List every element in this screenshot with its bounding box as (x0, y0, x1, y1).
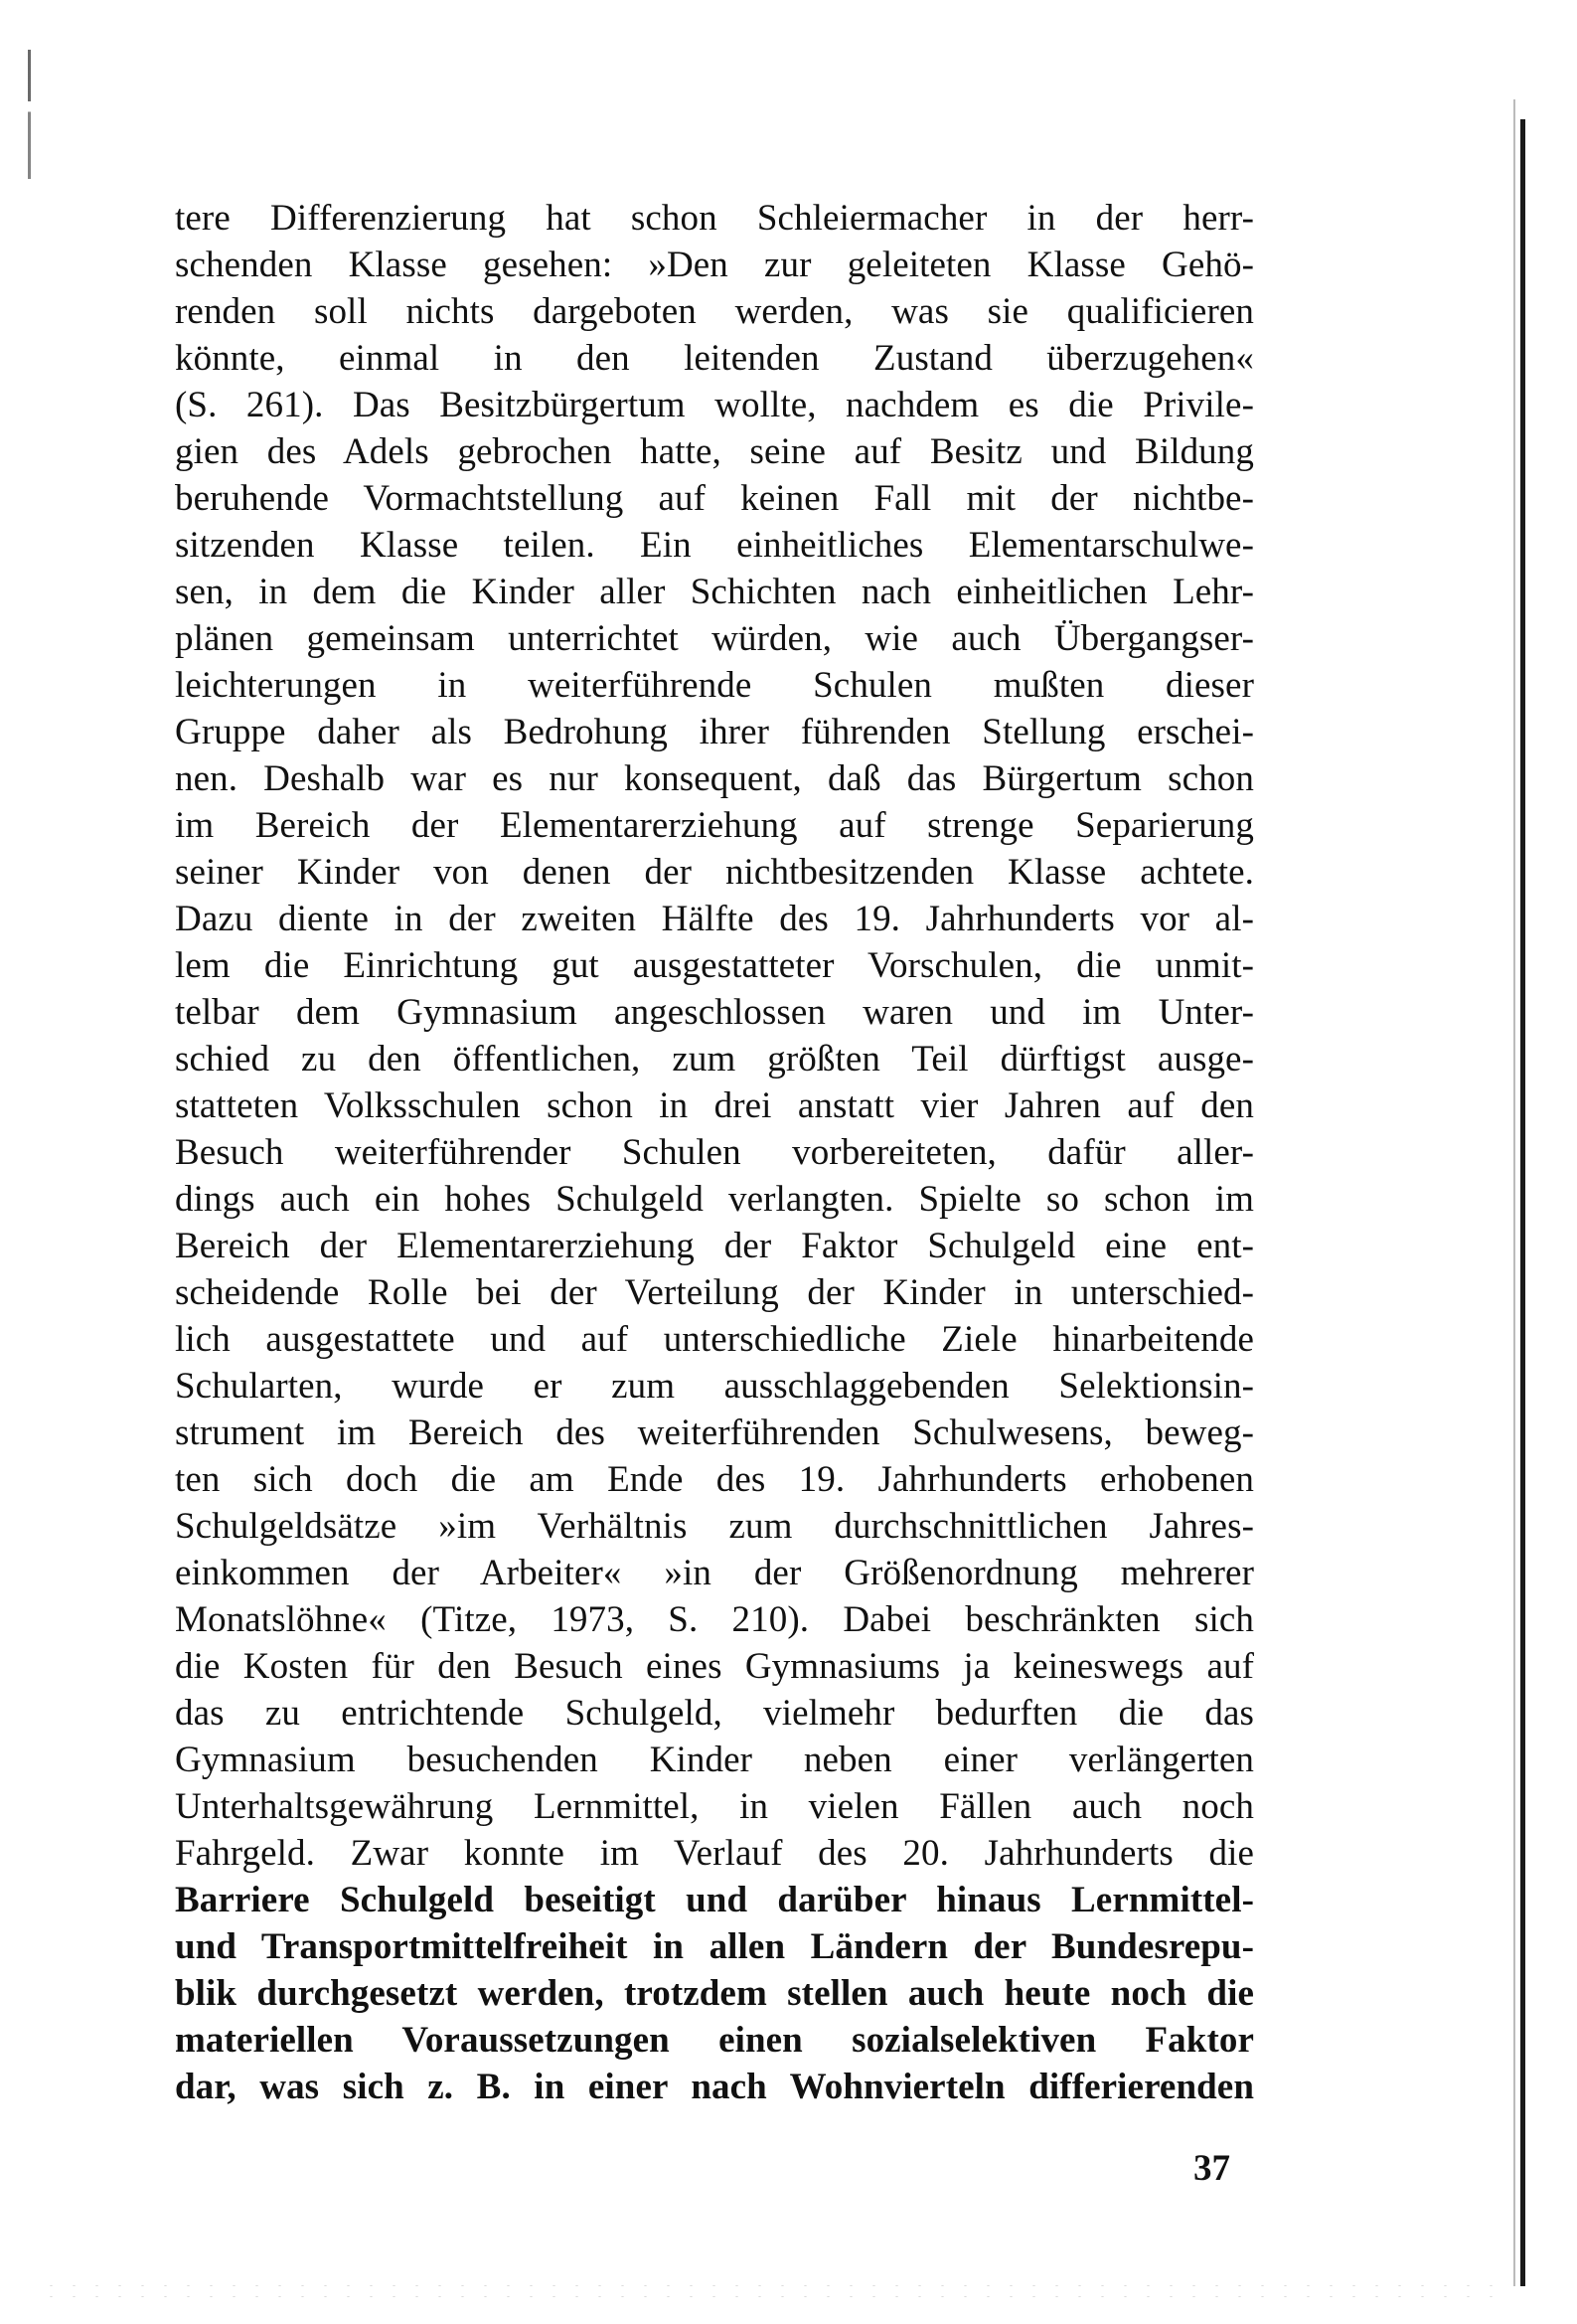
text-line: gien des Adels gebrochen hatte, seine auf Besitz und Bildung (175, 431, 1254, 472)
text-line: schenden Klasse gesehen: »Den zur geleiteten Klasse Gehö- (175, 245, 1254, 285)
text-line: könnte, einmal in den leitenden Zustand überzugehen« (175, 338, 1254, 379)
page-number: 37 (1193, 2148, 1230, 2189)
text-line: dar, was sich z. B. in einer nach Wohnvierteln differierenden (175, 2067, 1254, 2107)
text-line: das zu entrichtende Schulgeld, vielmehr bedurften die das (175, 1693, 1254, 1734)
scan-artifact-left (28, 50, 31, 179)
text-line: materiellen Voraussetzungen einen sozialselektiven Faktor (175, 2020, 1254, 2061)
text-line: einkommen der Arbeiter« »in der Größenordnung mehrerer (175, 1553, 1254, 1593)
text-line: lem die Einrichtung gut ausgestatteter Vorschulen, die unmit- (175, 945, 1254, 986)
text-line: strument im Bereich des weiterführenden Schulwesens, beweg- (175, 1412, 1254, 1453)
text-line: tere Differenzierung hat schon Schleiermacher in der herr- (175, 198, 1254, 239)
text-line: Unterhaltsgewährung Lernmittel, in vielen Fällen auch noch (175, 1786, 1254, 1827)
text-line: plänen gemeinsam unterrichtet würden, wie auch Übergangser- (175, 618, 1254, 659)
text-line: beruhende Vormachtstellung auf keinen Fall mit der nichtbe- (175, 478, 1254, 519)
scan-artifact-right-edge (1520, 119, 1525, 2286)
text-line: telbar dem Gymnasium angeschlossen waren und im Unter- (175, 992, 1254, 1033)
text-line: Gymnasium besuchenden Kinder neben einer verlängerten (175, 1740, 1254, 1780)
text-line: die Kosten für den Besuch eines Gymnasiums ja keineswegs auf (175, 1646, 1254, 1687)
text-line: sitzenden Klasse teilen. Ein einheitliches Elementarschulwe- (175, 525, 1254, 566)
text-line: Schularten, wurde er zum ausschlaggebenden Selektionsin- (175, 1366, 1254, 1407)
text-line: schied zu den öffentlichen, zum größten Teil dürftigst ausge- (175, 1039, 1254, 1079)
text-line: leichterungen in weiterführende Schulen mußten dieser (175, 665, 1254, 706)
text-line: Schulgeldsätze »im Verhältnis zum durchschnittlichen Jahres- (175, 1506, 1254, 1547)
text-line: seiner Kinder von denen der nichtbesitzenden Klasse achtete. (175, 852, 1254, 893)
text-line: scheidende Rolle bei der Verteilung der Kinder in unterschied- (175, 1272, 1254, 1313)
text-line: und Transportmittelfreiheit in allen Ländern der Bundesrepu- (175, 1926, 1254, 1967)
text-line: Bereich der Elementarerziehung der Faktor Schulgeld eine ent- (175, 1226, 1254, 1266)
text-line: nen. Deshalb war es nur konsequent, daß das Bürgertum schon (175, 758, 1254, 799)
text-line: im Bereich der Elementarerziehung auf strenge Separierung (175, 805, 1254, 846)
scan-artifact-bottom (40, 2280, 1498, 2304)
text-line: (S. 261). Das Besitzbürgertum wollte, nachdem es die Privile- (175, 385, 1254, 425)
text-line: lich ausgestattete und auf unterschiedliche Ziele hinarbeitende (175, 1319, 1254, 1360)
body-text (175, 195, 1254, 2107)
text-line: Monatslöhne« (Titze, 1973, S. 210). Dabei beschränkten sich (175, 1599, 1254, 1640)
text-line: Barriere Schulgeld beseitigt und darüber hinaus Lernmittel- (175, 1880, 1254, 1920)
text-line: Besuch weiterführender Schulen vorbereiteten, dafür aller- (175, 1132, 1254, 1173)
text-line: Fahrgeld. Zwar konnte im Verlauf des 20. Jahrhunderts die (175, 1833, 1254, 1874)
text-line: ten sich doch die am Ende des 19. Jahrhunderts erhobenen (175, 1459, 1254, 1500)
text-line: sen, in dem die Kinder aller Schichten nach einheitlichen Lehr- (175, 572, 1254, 612)
text-line: statteten Volksschulen schon in drei anstatt vier Jahren auf den (175, 1085, 1254, 1126)
text-line: blik durchgesetzt werden, trotzdem stellen auch heute noch die (175, 1973, 1254, 2014)
text-line: renden soll nichts dargeboten werden, was sie qualificieren (175, 291, 1254, 332)
text-line: dings auch ein hohes Schulgeld verlangten. Spielte so schon im (175, 1179, 1254, 1220)
scan-artifact-right-thin (1513, 99, 1515, 2286)
text-line: Gruppe daher als Bedrohung ihrer führenden Stellung erschei- (175, 712, 1254, 752)
text-line: Dazu diente in der zweiten Hälfte des 19. Jahrhunderts vor al- (175, 899, 1254, 939)
